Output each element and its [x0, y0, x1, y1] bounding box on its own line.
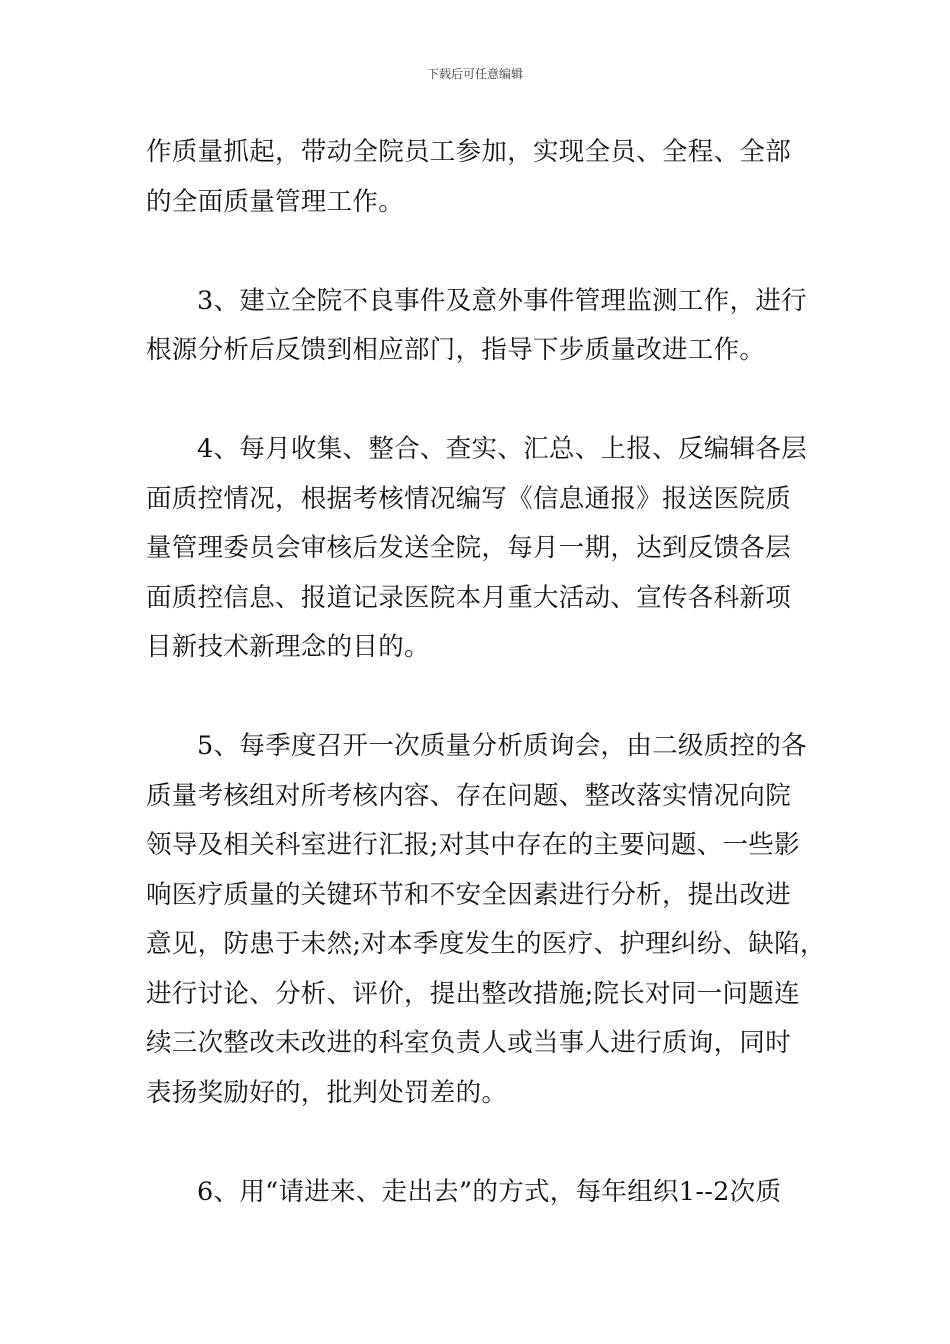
text-line: 质量考核组对所考核内容、存在问题、整改落实情况向院 — [146, 780, 792, 811]
text-line: 进行讨论、分析、评价，提出整改措施;院长对同一问题连 — [146, 978, 800, 1009]
text-line: 作质量抓起，带动全院员工参加，实现全员、全程、全部 — [146, 137, 792, 167]
paragraph-item-4 — [146, 425, 811, 673]
text-line: 量管理委员会审核后发送全院，每月一期，达到反馈各层 — [146, 533, 792, 563]
text-line: 响医疗质量的关键环节和不安全因素进行分析，提出改进 — [146, 879, 792, 910]
text-line: 续三次整改未改进的科室负责人或当事人进行质询，同时 — [146, 1028, 792, 1058]
text-line: 面质控信息、报道记录医院本月重大活动、宣传各科新项 — [146, 582, 792, 613]
paragraph-item-6 — [146, 1168, 811, 1218]
text-line: 3、建立全院不良事件及意外事件管理监测工作，进行 — [197, 285, 807, 316]
text-line: 领导及相关科室进行汇报;对其中存在的主要问题、一些影 — [146, 830, 800, 860]
text-line: 的全面质量管理工作。 — [146, 186, 405, 217]
document-body — [146, 128, 826, 1217]
text-line: 面质控情况，根据考核情况编写《信息通报》报送医院质 — [146, 483, 792, 514]
text-line: 表扬奖励好的，批判处罚差的。 — [146, 1077, 508, 1108]
text-line: 意见，防患于未然;对本季度发生的医疗、护理纠纷、缺陷， — [146, 929, 826, 959]
paragraph-continuation — [146, 128, 811, 227]
text-line: 6、用“请进来、走出去”的方式，每年组织1--2次质 — [197, 1176, 782, 1207]
page-header: 下载后可任意编辑 — [426, 67, 523, 81]
paragraph-item-3 — [146, 277, 811, 376]
text-line: 5、每季度召开一次质量分析质询会，由二级质控的各 — [197, 731, 807, 761]
text-line: 目新技术新理念的目的。 — [146, 632, 430, 662]
text-line: 根源分析后反馈到相应部门，指导下步质量改进工作。 — [146, 335, 766, 365]
text-line: 4、每月收集、整合、查实、汇总、上报、反编辑各层 — [197, 434, 807, 464]
paragraph-item-5 — [146, 722, 826, 1118]
